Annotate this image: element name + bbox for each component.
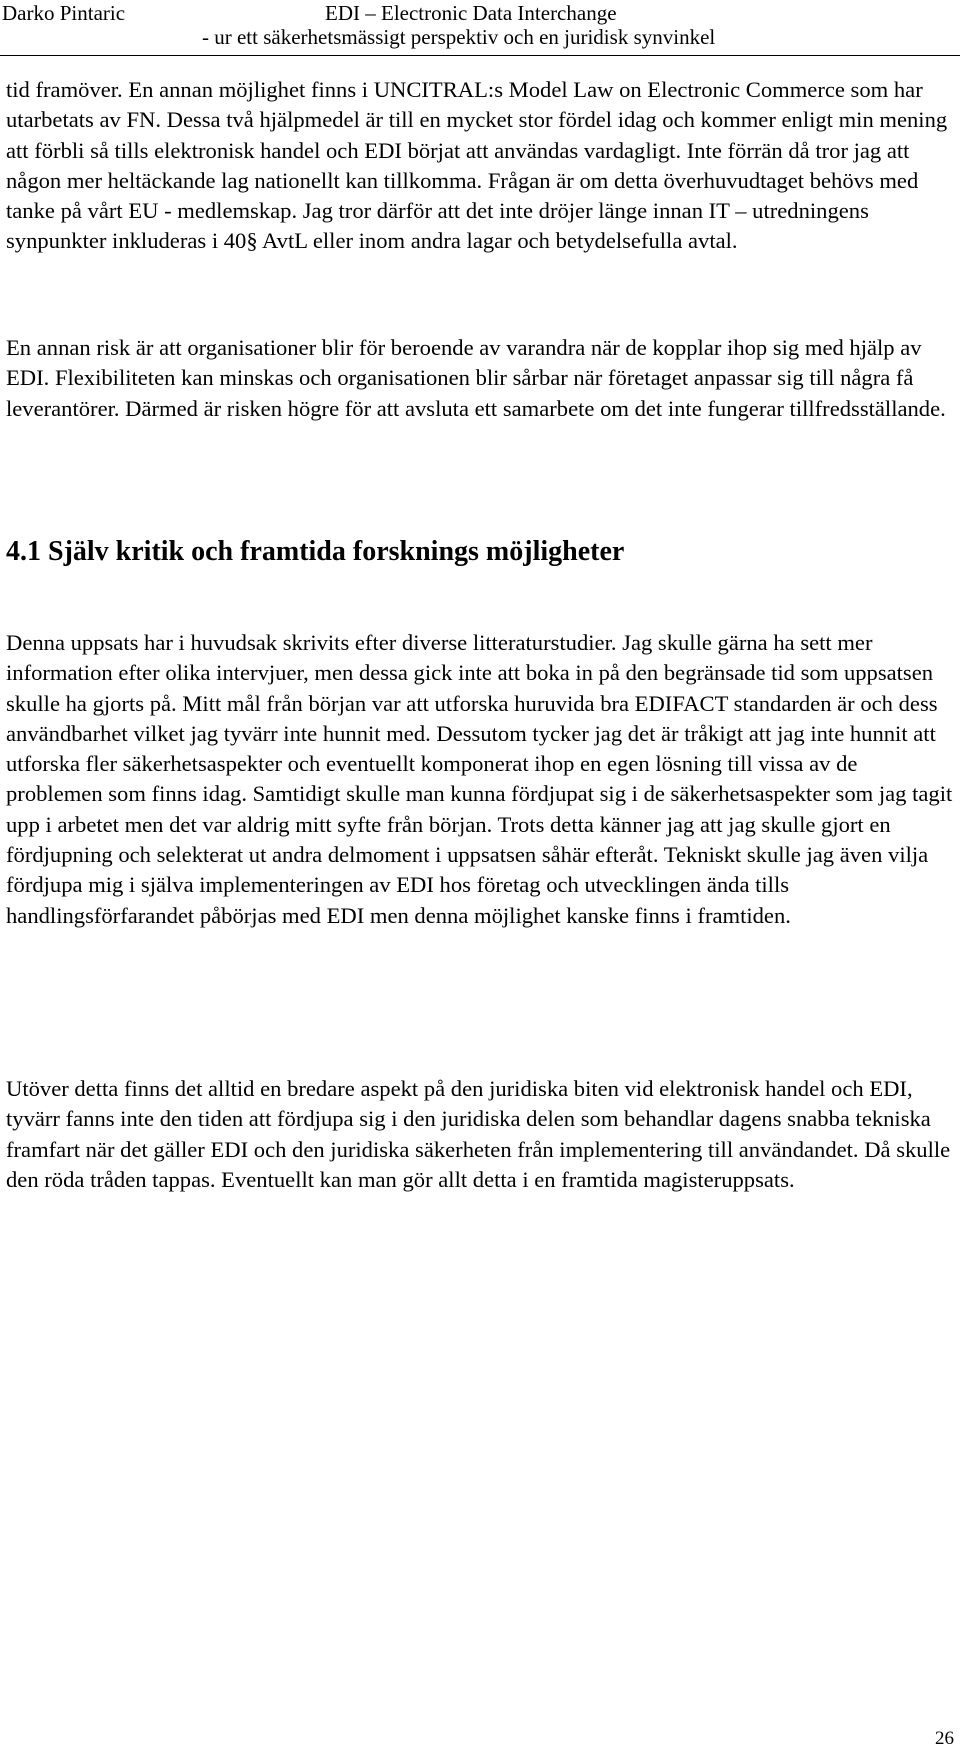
body-paragraph: Denna uppsats har i huvudsak skrivits efter diverse litteraturstudier. Jag skulle gärna ha sett mer information efter olika intervjuer, men dessa gick inte att boka in på den begränsade tid som uppsatsen skulle ha gjorts på. Mitt mål från början var att utforska huruvida bra EDIFACT standarden är och dess användbarhet vilket jag tyvärr inte hunnit med. Dessutom tycker jag det är tråkigt att jag inte hunnit att utforska fler säkerhetsaspekter och eventuellt komponerat ihop en egen lösning till vissa av de problemen som finns idag. Samtidigt skulle man kunna fördjupat sig i de säkerhetsaspekter som jag tagit upp i arbetet men det var aldrig mitt syfte från början. Trots detta känner jag att jag skulle gjort en fördjupning och selekterat ut andra delmoment i uppsatsen såhär efteråt. Tekniskt skulle jag även vilja fördjupa mig i själva implementeringen av EDI hos företag och utvecklingen ända tills handlingsförfarandet påbörjas med EDI men denna möjlighet kanske finns i framtiden. [6,630,953,928]
header-author: Darko Pintaric [2,1,126,25]
header-title: EDI – Electronic Data Interchange [325,1,617,25]
section-heading: 4.1 Själv kritik och framtida forsknings möjligheter [6,536,625,567]
header-divider [0,55,960,56]
body-paragraph: tid framöver. En annan möjlighet finns i UNCITRAL:s Model Law on Electronic Commerce som har utarbetats av FN. Dessa två hjälpmedel är till en mycket stor fördel idag och kommer enligt min mening att förbli så tills elektronisk handel och EDI börjat att användas vardagligt. Inte förrän då tror jag att någon mer heltäckande lag nationellt kan tillkomma. Frågan är om detta överhuvudtaget behövs med tanke på vårt EU - medlemskap. Jag tror därför att det inte dröjer länge innan IT – utredningens synpunkter inkluderas i 40§ AvtL eller inom andra lagar och betydelsefulla avtal. [6,77,948,254]
header-subtitle: - ur ett säkerhetsmässigt perspektiv och en juridisk synvinkel [202,25,716,49]
body-paragraph: En annan risk är att organisationer blir för beroende av varandra när de kopplar ihop sig med hjälp av EDI. Flexibiliteten kan minskas och organisationen blir sårbar när företaget anpassar sig till några få leverantörer. Därmed är risken högre för att avsluta ett samarbete om det inte fungerar tillfredsställande. [6,335,946,421]
page-number: 26 [935,1728,954,1749]
body-paragraph: Utöver detta finns det alltid en bredare aspekt på den juridiska biten vid elektronisk handel och EDI, tyvärr fanns inte den tiden att fördjupa sig i den juridiska delen som behandlar dagens snabba tekniska framfart när det gäller EDI och den juridiska säkerheten från implementering till användandet. Då skulle den röda tråden tappas. Eventuellt kan man gör allt detta i en framtida magisteruppsats. [6,1076,951,1192]
page-header [0,0,960,60]
